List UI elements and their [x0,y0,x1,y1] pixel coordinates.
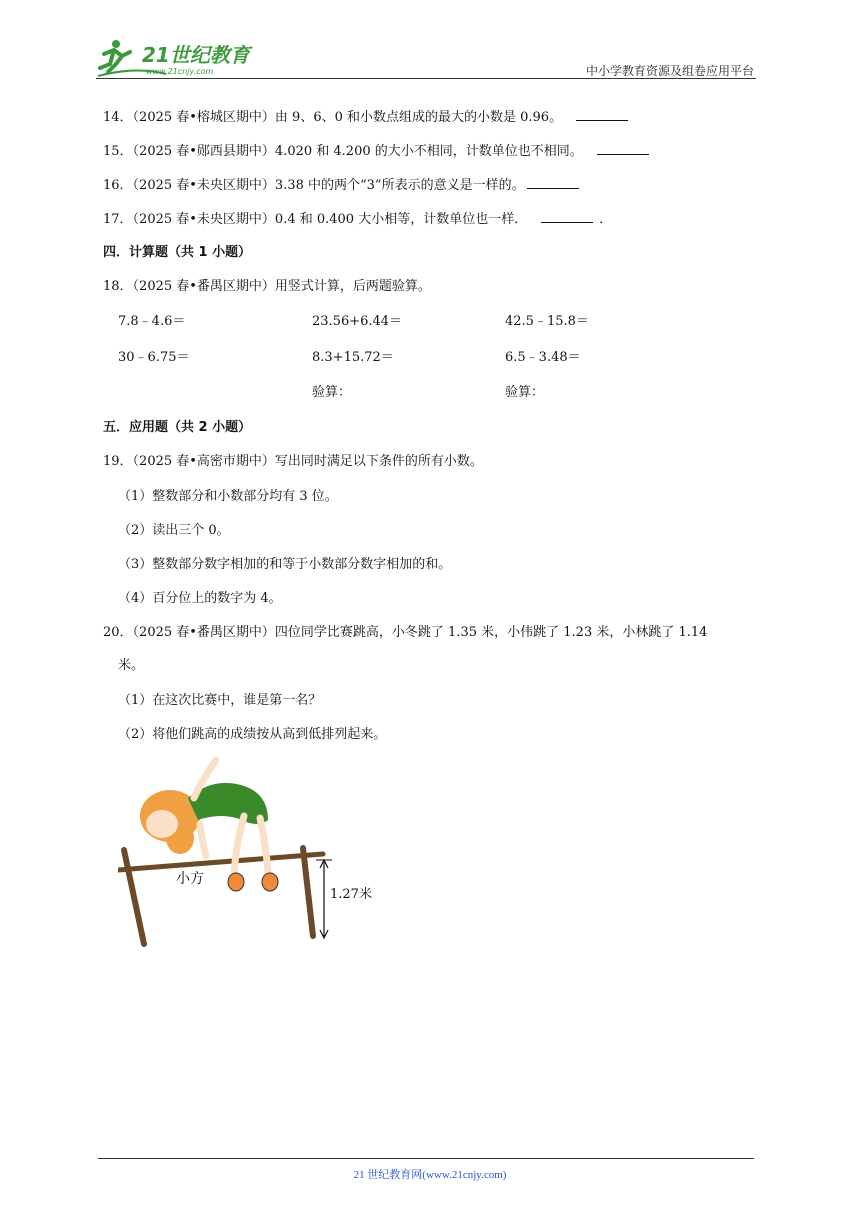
footer-divider [98,1158,754,1159]
platform-label: 中小学教育资源及组卷应用平台 [585,64,754,78]
answer-blank[interactable] [576,108,628,121]
logo-url: www.21cnjy.com [146,67,214,76]
header-divider [96,78,756,79]
question-18: 18．（2025 春•番禺区期中）用竖式计算，后两题验算。 [103,279,431,294]
calc-item: 23.56+6.44＝ [312,314,403,329]
condition-item: （3）整数部分数字相加的和等于小数部分数字相加的和。 [118,557,452,572]
question-16 [103,176,579,195]
question-17 [103,210,612,229]
site-logo [96,36,266,80]
footer-link[interactable]: 21 世纪教育网(www.21cnjy.com) [353,1169,507,1181]
logo-text: 21世纪教育 [142,43,250,67]
calc-item: 30﹣6.75＝ [118,350,190,365]
condition-item: （4）百分位上的数字为 4。 [118,591,282,606]
condition-item: （2）读出三个 0。 [118,523,230,538]
bar-height-label: 1.27米 [330,887,372,902]
jumper-name-label: 小方 [176,871,204,887]
high-jump-illustration [118,750,378,950]
calc-item: 8.3+15.72＝ [312,350,394,365]
question-suffix: ． [599,212,613,227]
subquestion-item: （1）在这次比赛中，谁是第一名？ [118,693,322,708]
question-15 [103,142,649,161]
question-20-line1: 20．（2025 春•番禺区期中）四位同学比赛跳高，小冬跳了 1.35 米，小伟跳了 1.23 米，小林跳了 1.14 [103,625,708,640]
condition-item: （1）整数部分和小数部分均有 3 位。 [118,489,338,504]
question-20-line2: 米。 [118,658,145,673]
question-19: 19．（2025 春•高密市期中）写出同时满足以下条件的所有小数。 [103,454,483,469]
answer-blank[interactable] [527,176,579,189]
question-14 [103,108,628,127]
subquestion-item: （2）将他们跳高的成绩按从高到低排列起来。 [118,727,387,742]
answer-blank[interactable] [597,142,649,155]
calc-item: 42.5﹣15.8＝ [505,314,589,329]
question-text: 15．（2025 春•郧西县期中）4.020 和 4.200 的大小不相同，计数单位也不相同。 [103,144,583,159]
calc-item: 6.5﹣3.48＝ [505,350,581,365]
answer-blank[interactable] [541,210,593,223]
section-title-calc: 四．计算题（共 1 小题） [103,245,252,260]
check-label: 验算： [505,385,545,400]
calc-item: 7.8﹣4.6＝ [118,314,186,329]
question-text: 16．（2025 春•未央区期中）3.38 中的两个“3”所表示的意义是一样的。 [103,178,525,193]
question-text: 14．（2025 春•榕城区期中）由 9、6、0 和小数点组成的最大的小数是 0.96。 [103,110,563,125]
section-title-application: 五．应用题（共 2 小题） [103,420,252,435]
question-text: 17．（2025 春•未央区期中）0.4 和 0.400 大小相等，计数单位也一样． [103,212,528,227]
check-label: 验算： [312,385,352,400]
